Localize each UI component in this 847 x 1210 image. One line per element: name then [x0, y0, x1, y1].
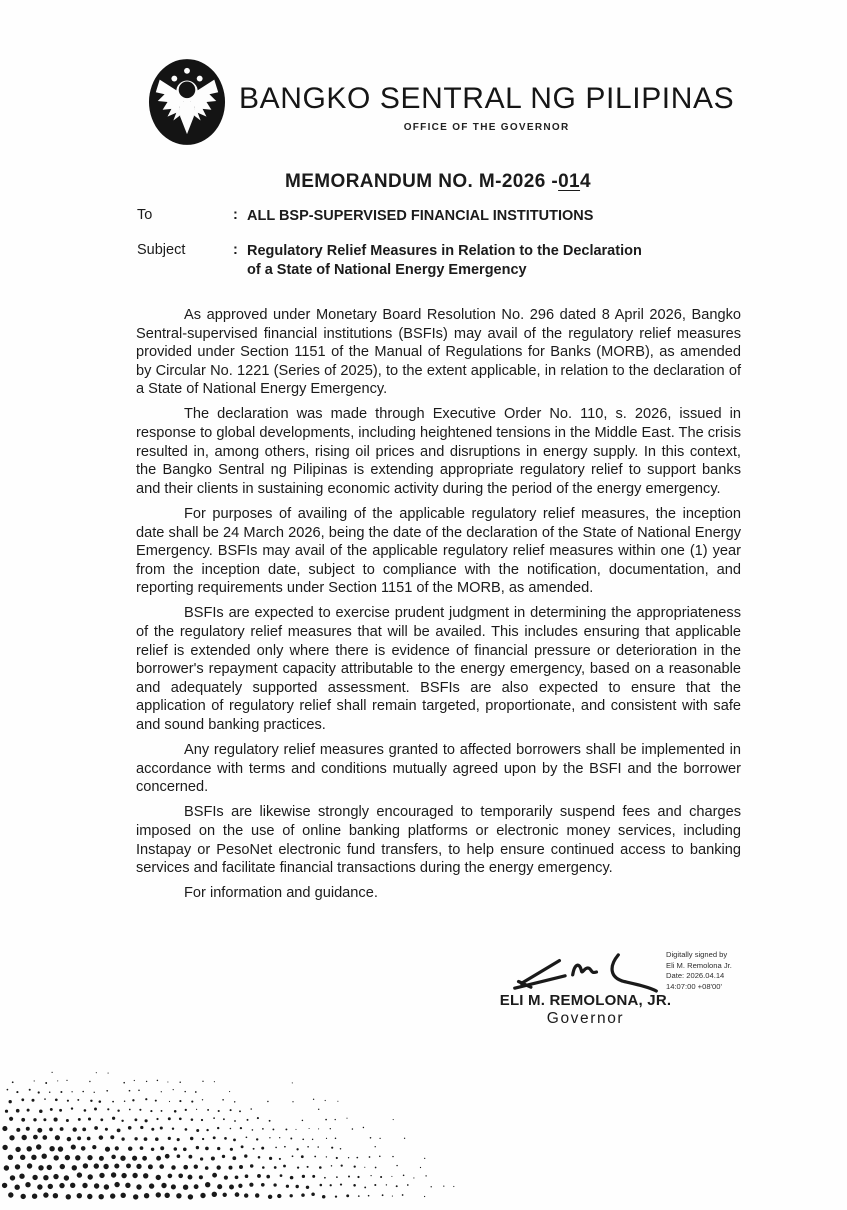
- memo-heading-prefix: MEMORANDUM NO. M-2026 -: [284, 171, 559, 192]
- to-colon: :: [233, 207, 238, 223]
- letterhead-text: [239, 58, 734, 133]
- to-value: ALL BSP-SUPERVISED FINANCIAL INSTITUTIONS: [247, 208, 594, 224]
- memo-number-underlined: 01: [558, 171, 581, 192]
- stamp-line-1: Digitally signed by: [666, 950, 728, 959]
- closing-line: For information and guidance.: [184, 885, 378, 902]
- halftone-pattern: [0, 1047, 490, 1202]
- memo-body: [136, 306, 741, 909]
- digital-signature-stamp: [666, 950, 776, 992]
- to-label: To: [137, 207, 153, 223]
- letterhead: [148, 58, 734, 146]
- recipients-block: [137, 207, 741, 296]
- signatory-name: ELI M. REMOLONA, JR.: [499, 992, 672, 1009]
- signature-block: [498, 948, 673, 1028]
- subject-line-1: Regulatory Relief Measures in Relation to the Declaration: [247, 243, 642, 259]
- stamp-line-4: 14:07:00 +08'00': [666, 981, 722, 991]
- stamp-line-3: Date: 2026.04.14: [666, 971, 725, 980]
- subject-row: [137, 242, 741, 280]
- bsp-eagle-logo-icon: [148, 58, 226, 146]
- memo-number-heading: [136, 171, 740, 193]
- to-row: [137, 207, 741, 226]
- signatory-title: Governor: [546, 1010, 625, 1027]
- paragraph-5: Any regulatory relief measures granted to affected borrowers shall be implemented in accordance with terms and conditions mutually agreed upon by the BSFI and the borrower concerned.: [136, 742, 741, 796]
- subject-colon: :: [233, 242, 238, 258]
- subject-value: [247, 242, 741, 280]
- handwritten-signature-icon: [510, 948, 662, 996]
- memo-number-rest: 4: [580, 171, 591, 192]
- subject-label: Subject: [137, 242, 186, 258]
- paragraph-4: BSFIs are expected to exercise prudent judgment in determining the appropriateness of the regulatory relief measures that will be availed. This includes ensuring that applicable relief is extended only where there is evidence of financial pressure or deterioration in the borrower's repayment capacity attributable to the energy emergency, based on a reasonable and adequately supported assessment. BSFIs are also expected to ensure that the application of regulatory relief shall remain targeted, proportionate, and consistent with safe and sound banking practices.: [136, 605, 741, 733]
- office-name: OFFICE OF THE GOVERNOR: [403, 122, 570, 133]
- paragraph-6: BSFIs are likewise strongly encouraged to temporarily suspend fees and charges imposed on the use of online banking platforms or electronic money services, including Instapay or PesoNet electronic fund transfers, to help ensure continued access to banking services and facilitate financial transactions during the energy emergency.: [136, 804, 741, 877]
- paragraph-2: The declaration was made through Executive Order No. 110, s. 2026, issued in response to global developments, including heightened tensions in the Middle East. The crisis resulted in, among others, rising oil prices and disruptions in energy supply. In this context, the Bangko Sentral ng Pilipinas is extending appropriate regulatory relief to support banks and their clients in sustaining economic activity during the period of the energy emergency.: [136, 406, 741, 497]
- paragraph-3: For purposes of availing of the applicable regulatory relief measures, the inception date shall be 24 March 2026, being the date of the declaration of the State of National Energy Emergency. BSFIs may avail of the applicable regulatory relief measures within one (1) year from the inception date, subject to compliance with the notification, documentation, and reporting requirements under Section 1151 of the MORB, as amended.: [136, 505, 741, 597]
- subject-line-2: of a State of National Energy Emergency: [247, 262, 527, 278]
- stamp-line-2: Eli M. Remolona Jr.: [666, 960, 732, 970]
- org-name: BANGKO SENTRAL NG PILIPINAS: [239, 82, 735, 115]
- paragraph-1: As approved under Monetary Board Resolution No. 296 dated 8 April 2026, Bangko Sentral-supervised financial institutions (BSFIs) may avail of the regulatory relief measures provided under Section 1151 of the Manual of Regulations for Banks (MORB), as amended by Circular No. 1221 (Series of 2025), to the extent applicable, in relation to the declaration of a State of National Energy Emergency.: [136, 307, 741, 398]
